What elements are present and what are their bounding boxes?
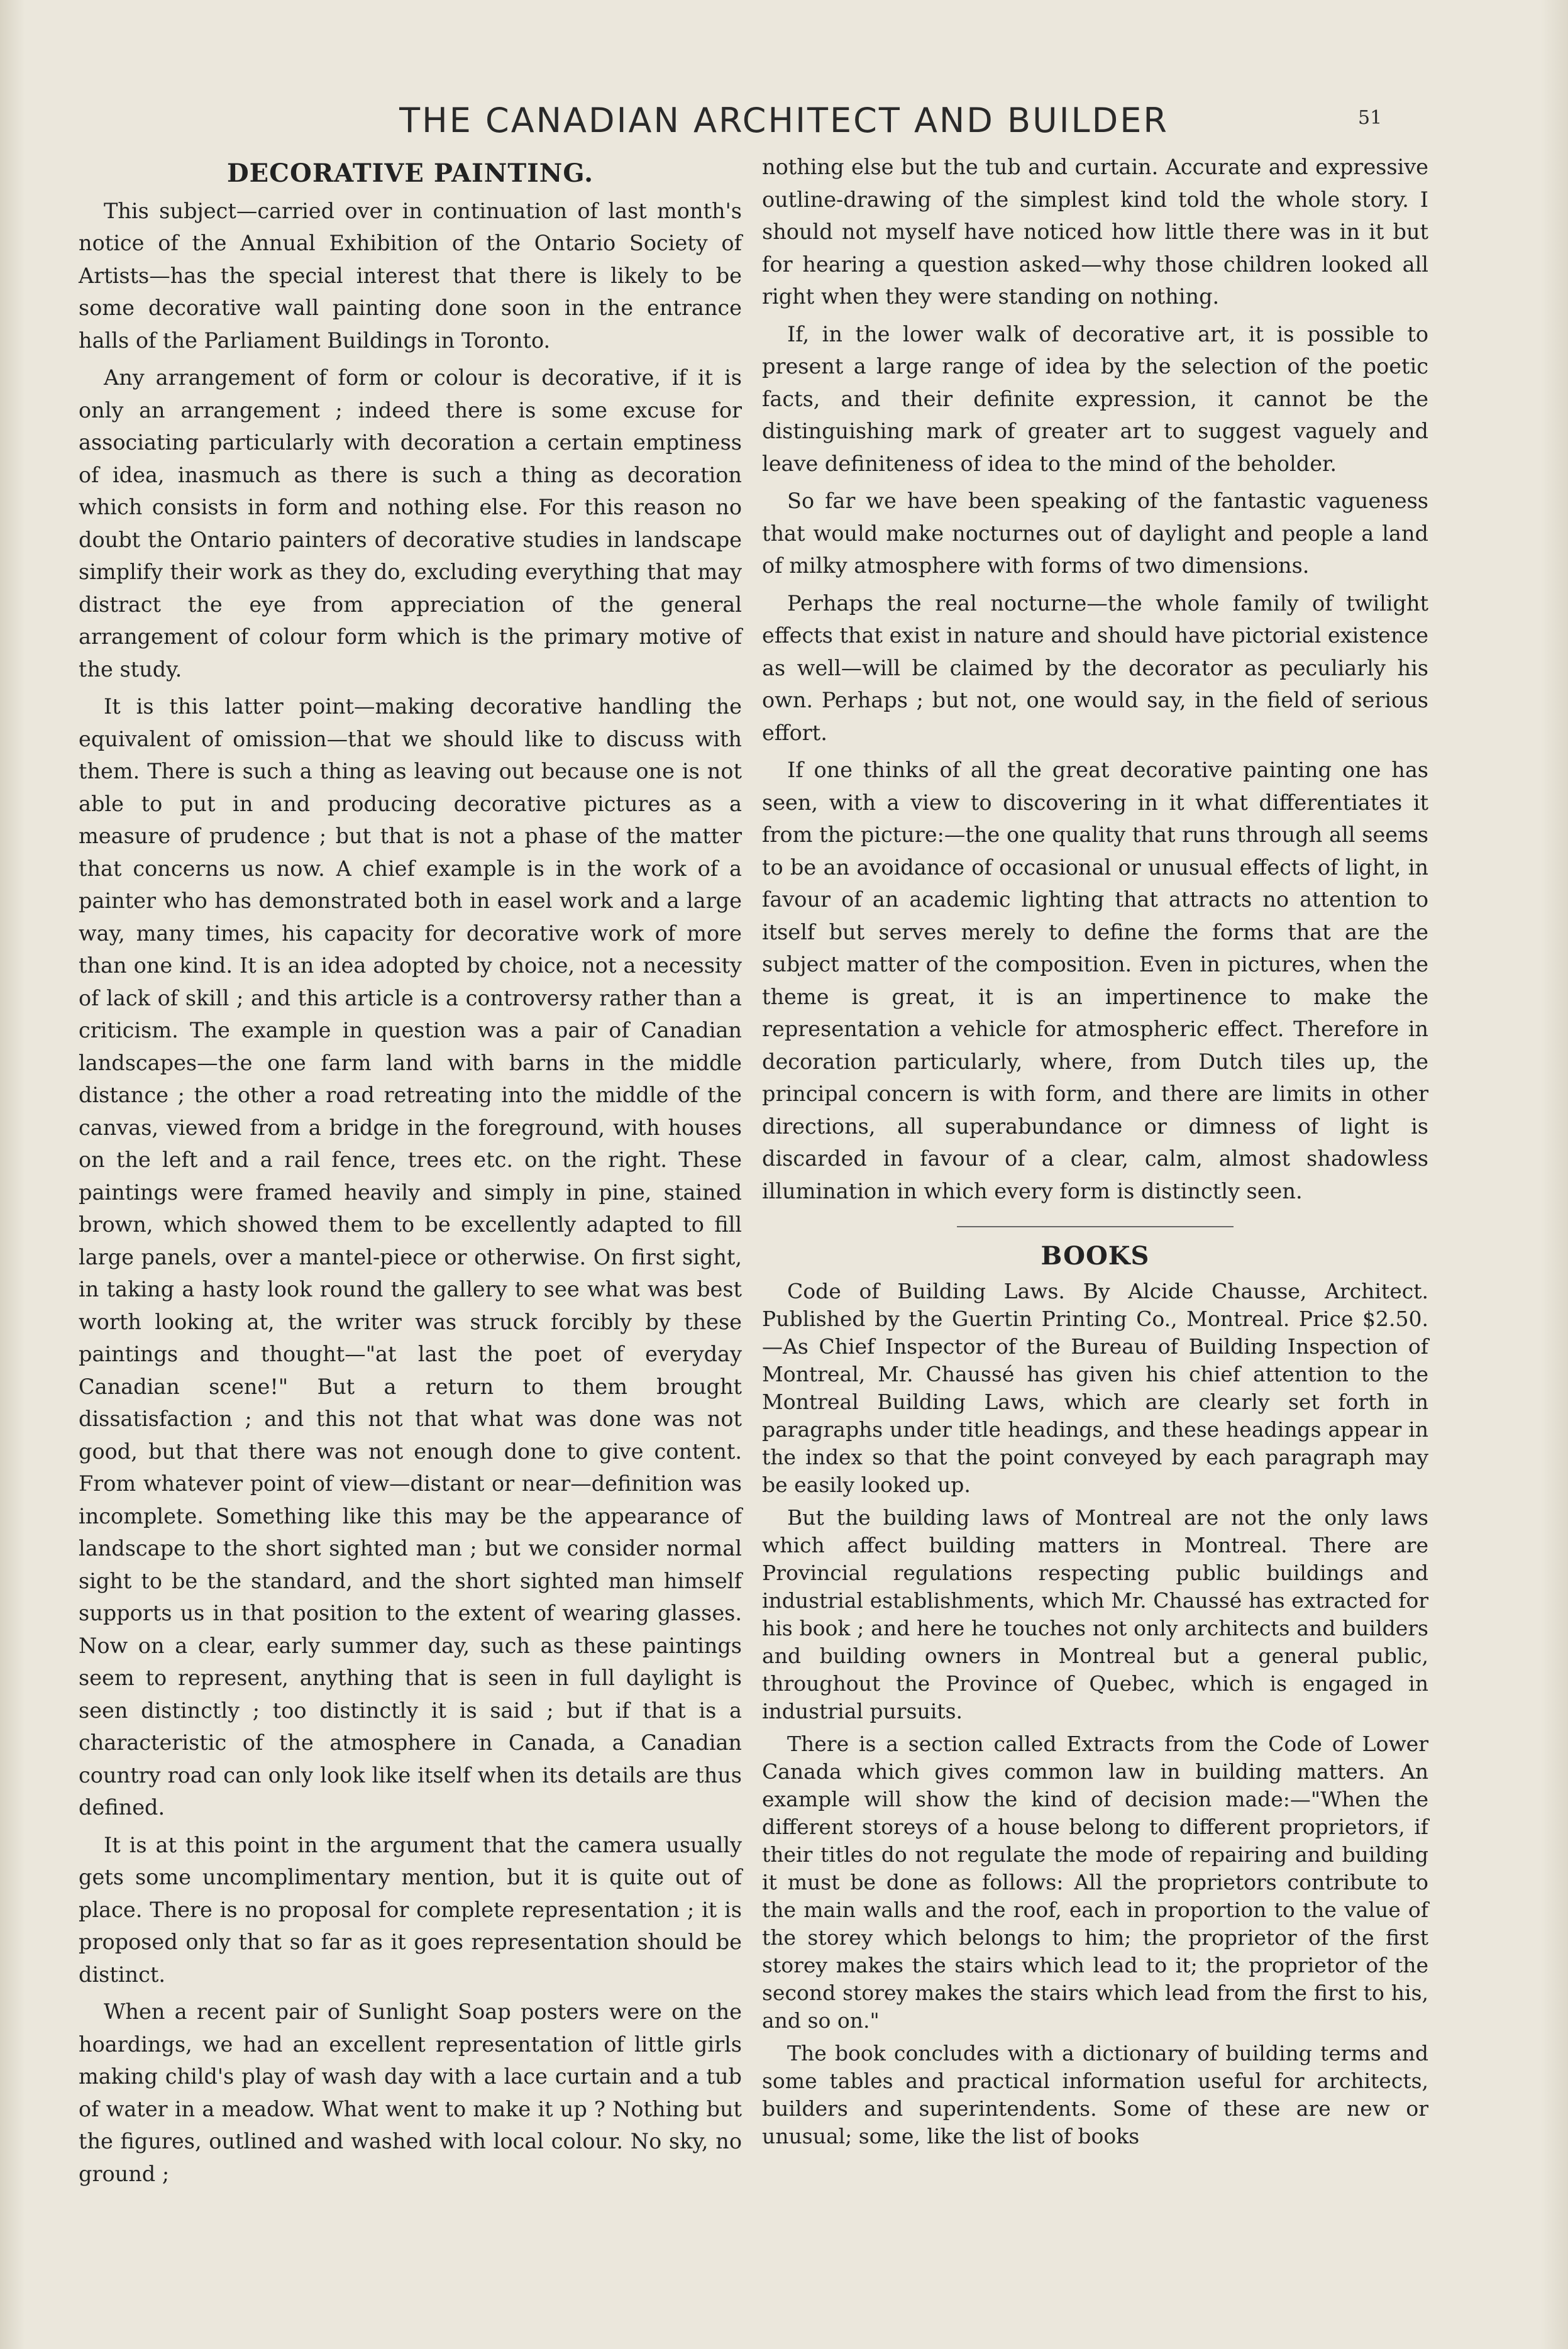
section-divider (957, 1226, 1234, 1227)
paragraph: If one thinks of all the great decorative painting one has seen, with a view to discovering in it what differentiates it from the picture:—the one quality that runs through all seems to be an avoidance of occasional or unusual effects of light, in favour of an academic lighting that attracts no attention to itself but serves merely to define the forms that are the subject matter of the composition. Even in pictures, when the theme is great, it is an impertinence to make the representation a vehicle for atmospheric effect. Therefore in decoration particularly, where, from Dutch tiles up, the principal concern is with form, and there are limits in other directions, all superabundance or dimness of light is discarded in favour of a clear, calm, almost shadowless illumination in which every form is distinctly seen. (762, 758, 1428, 1203)
book-review-paragraph: Code of Building Laws. By Alcide Chausse, Architect. Published by the Guertin Printing Co., Montreal. Price $2.50.—As Chief Inspector of the Bureau of Building Inspection of Montreal, Mr. Chaussé has given his chief attention to the Montreal Building Laws, which are clearly set forth in paragraphs under title headings, and these headings appear in the index so that the point conveyed by each paragraph may be easily looked up. (762, 1278, 1428, 1497)
book-review-paragraph: But the building laws of Montreal are not the only laws which affect building matters in Montreal. There are Provincial regulations respecting public buildings and industrial establishments, which Mr. Chaussé has extracted for his book ; and here he touches not only architects and builders and building owners in Montreal but a general public, throughout the Province of Quebec, which is engaged in industrial pursuits. (762, 1505, 1428, 1723)
paragraph: If, in the lower walk of decorative art, it is possible to present a large range of idea by the selection of the poetic facts, and their definite expression, it cannot be the distinguishing mark of greater art to suggest vaguely and leave definiteness of idea to the mind of the beholder. (762, 321, 1428, 476)
books-title: BOOKS (1041, 1241, 1150, 1271)
book-review-paragraph: The book concludes with a dictionary of building terms and some tables and practical information useful for architects, builders and superintendents. Some of these are new or unusual; some, like the list of books (762, 2040, 1428, 2148)
paragraph: So far we have been speaking of the fantastic vagueness that would make nocturnes out of daylight and people a land of milky atmosphere with forms of two dimensions. (762, 489, 1428, 578)
paragraph: It is this latter point—making decorative handling the equivalent of omission—that we should like to discuss with them. There is such a thing as leaving out because one is not able to put in and producing decorative pictures as a measure of prudence ; but that is not a phase of the matter that concerns us now. A chief example is in the work of a painter who has demonstrated both in easel work and a large way, many times, his capacity for decorative work of more than one kind. It is an idea adopted by choice, not a necessity of lack of skill ; and this article is a controversy rather than a criticism. The example in question was a pair of Canadian landscapes—the one farm land with barns in the middle distance ; the other a road retreating into the middle of the canvas, viewed from a bridge in the foreground, with houses on the left and a rail fence, trees etc. on the right. These paintings were framed heavily and simply in pine, stained brown, which showed them to be excellently adapted to fill large panels, over a mantel-piece or otherwise. On first sight, in taking a hasty look round the gallery to see what was best worth looking at, the writer was struck forcibly by these paintings and thought—"at last the poet of everyday Canadian scene!" But a return to them brought dissatisfaction ; and this not that what was done was not good, but that there was not enough done to give content. From whatever point of view—distant or near—definition was incomplete. Something like this may be the appearance of landscape to the short sighted man ; but we consider normal sight to be the standard, and the short sighted man himself supports us in that position to the extent of wearing glasses. Now on a clear, early summer day, such as these paintings seem to represent, anything that is seen in full daylight is seen distinctly ; too distinctly it is said ; but if that is a characteristic of the atmosphere in Canada, a Canadian country road can only look like itself when its details are thus defined. (79, 694, 742, 1820)
left-column (79, 157, 742, 2195)
paragraph: It is at this point in the argument that the camera usually gets some uncomplimentary mention, but it is quite out of place. There is no proposal for complete representation ; it is proposed only that so far as it goes representation should be distinct. (79, 1832, 742, 1987)
right-column (762, 151, 1428, 2155)
paragraph: Any arrangement of form or colour is decorative, if it is only an arrangement ; indeed there is some excuse for associating particularly with decoration a certain emptiness of idea, inasmuch as there is such a thing as decoration which consists in form and nothing else. For this reason no doubt the Ontario painters of decorative studies in landscape simplify their work as they do, excluding everything that may distract the eye from appreciation of the general arrangement of colour form which is the primary motive of the study. (79, 365, 742, 682)
running-title: THE CANADIAN ARCHITECT AND BUILDER (399, 101, 1169, 140)
book-review-paragraph: There is a section called Extracts from the Code of Lower Canada which gives common law in building matters. An example will show the kind of decision made:—"When the different storeys of a house belong to different proprietors, if their titles do not regulate the mode of repairing and building it must be done as follows: All the proprietors contribute to the main walls and the roof, each in proportion to the value of the storey which belongs to him; the proprietor of the first storey makes the stairs which lead to it; the proprietor of the second storey makes the stairs which lead from the first to his, and so on." (762, 1731, 1428, 2033)
paragraph: Perhaps the real nocturne—the whole family of twilight effects that exist in nature and should have pictorial existence as well—will be claimed by the decorator as peculiarly his own. Perhaps ; but not, one would say, in the field of serious effort. (762, 590, 1428, 745)
paragraph: When a recent pair of Sunlight Soap posters were on the hoardings, we had an excellent representation of little girls making child's play of wash day with a lace curtain and a tub of water in a meadow. What went to make it up ? Nothing but the figures, outlined and washed with local colour. No sky, no ground ; (79, 1999, 742, 2186)
article-title: DECORATIVE PAINTING. (226, 158, 594, 188)
paragraph: nothing else but the tub and curtain. Accurate and expressive outline-drawing of the simplest kind told the whole story. I should not myself have noticed how little there was in it but for hearing a question asked—why those children looked all right when they were standing on nothing. (762, 155, 1428, 309)
page-number: 51 (1358, 107, 1383, 129)
books-section (762, 1278, 1428, 2150)
paragraph: This subject—carried over in continuation of last month's notice of the Annual Exhibition of the Ontario Society of Artists—has the special interest that there is likely to be some decorative wall painting done soon in the entrance halls of the Parliament Buildings in Toronto. (79, 198, 742, 353)
